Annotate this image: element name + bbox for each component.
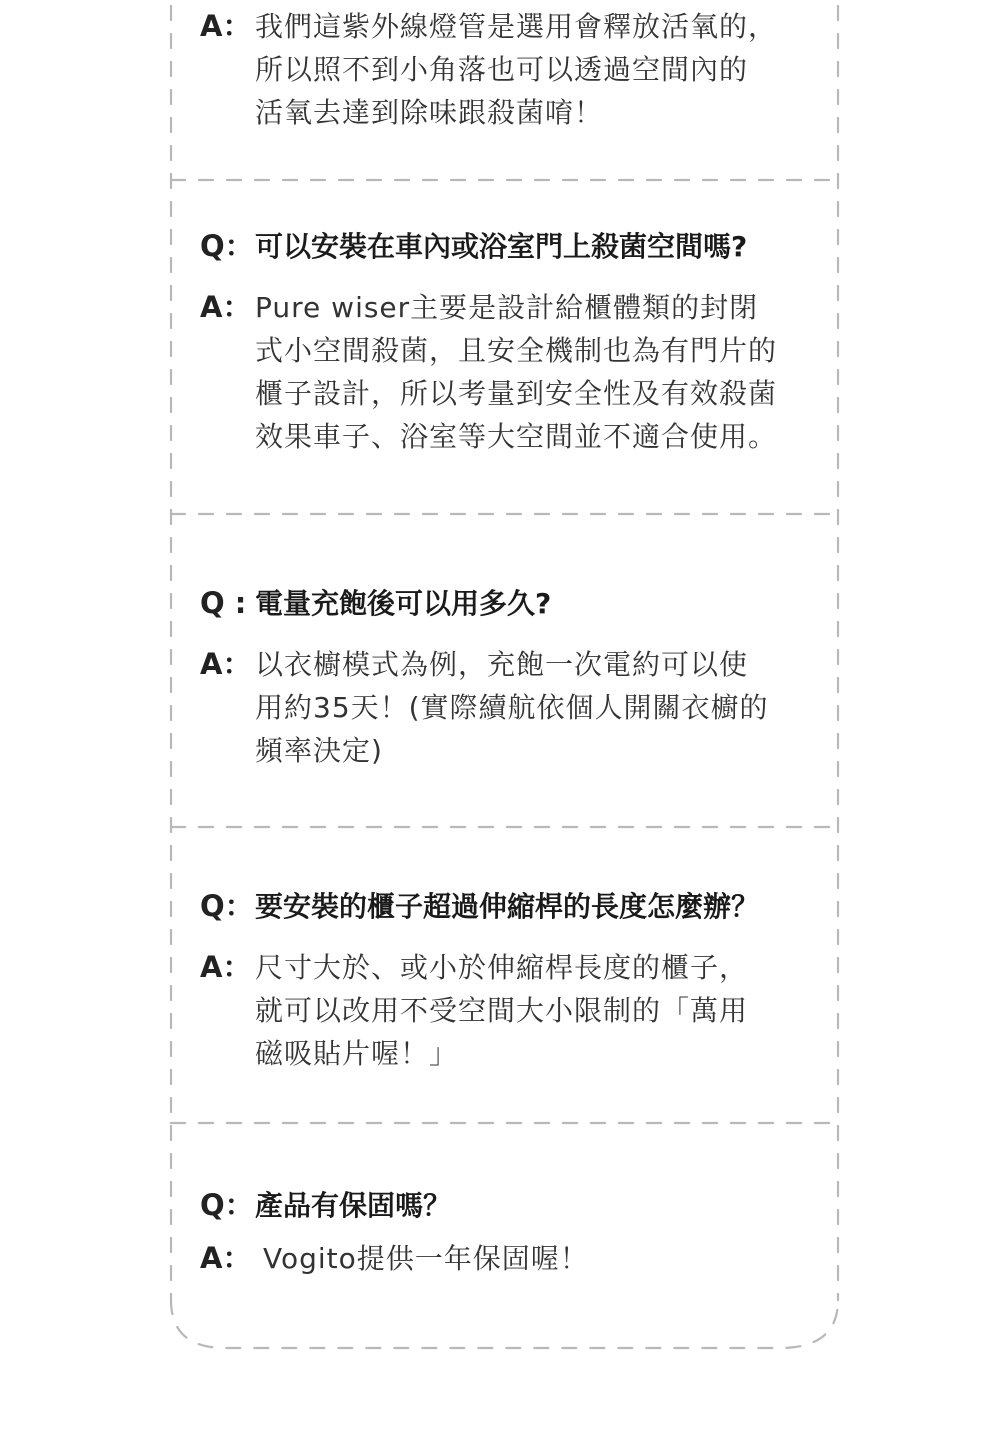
question-row xyxy=(200,225,810,268)
answer-line: 效果車子、浴室等大空間並不適合使用。 xyxy=(255,420,778,453)
answer-line: 就可以改用不受空間大小限制的「萬用 xyxy=(255,994,749,1027)
answer-row xyxy=(200,643,810,772)
answer-line: 以衣櫥模式為例，充飽一次電約可以使 xyxy=(255,648,749,681)
answer-line: 櫃子設計，所以考量到安全性及有效殺菌 xyxy=(255,377,778,410)
answer-line: Pure wiser主要是設計給櫃體類的封閉 xyxy=(255,291,759,324)
answer-line: 頻率決定) xyxy=(255,734,383,767)
question-text: 電量充飽後可以用多久? xyxy=(255,587,552,620)
answer-line: 活氧去達到除味跟殺菌唷！ xyxy=(255,96,604,129)
faq-item-5 xyxy=(200,1184,810,1280)
answer-line: 尺寸大於、或小於伸縮桿長度的櫃子， xyxy=(255,951,749,984)
answer-text xyxy=(255,643,810,772)
answer-marker: A： xyxy=(200,1241,252,1275)
faq-item-1 xyxy=(200,5,810,134)
answer-line: 磁吸貼片喔！」 xyxy=(255,1037,459,1070)
frame-bottom-border xyxy=(171,1300,838,1348)
answer-marker: A： xyxy=(200,647,252,681)
answer-text xyxy=(255,286,810,458)
question-marker: Q : xyxy=(200,586,247,620)
question-marker: Q： xyxy=(200,229,254,263)
answer-text xyxy=(255,946,810,1075)
question-marker: Q： xyxy=(200,889,254,923)
answer-line: Vogito提供一年保固喔！ xyxy=(263,1242,589,1275)
answer-marker: A： xyxy=(200,9,252,43)
question-row xyxy=(200,582,810,625)
answer-row xyxy=(200,5,810,134)
question-row xyxy=(200,885,810,928)
faq-item-4 xyxy=(200,885,810,1075)
question-row xyxy=(200,1184,810,1227)
answer-line: 式小空間殺菌，且安全機制也為有門片的 xyxy=(255,334,778,367)
answer-line: 所以照不到小角落也可以透過空間內的 xyxy=(255,53,749,86)
answer-marker: A： xyxy=(200,290,252,324)
answer-line: 用約35天！(實際續航依個人開關衣櫥的 xyxy=(255,691,769,724)
faq-item-3 xyxy=(200,582,810,772)
answer-text xyxy=(255,1237,810,1280)
question-text: 產品有保固嗎？ xyxy=(255,1189,452,1222)
question-text: 可以安裝在車內或浴室門上殺菌空間嗎? xyxy=(255,230,748,263)
answer-row xyxy=(200,1237,810,1280)
answer-text xyxy=(255,5,810,134)
answer-row xyxy=(200,286,810,458)
question-marker: Q： xyxy=(200,1188,254,1222)
answer-row xyxy=(200,946,810,1075)
question-text: 要安裝的櫃子超過伸縮桿的長度怎麼辦？ xyxy=(255,890,760,923)
answer-line: 我們這紫外線燈管是選用會釋放活氧的， xyxy=(255,10,778,43)
answer-marker: A： xyxy=(200,950,252,984)
faq-item-2 xyxy=(200,225,810,458)
